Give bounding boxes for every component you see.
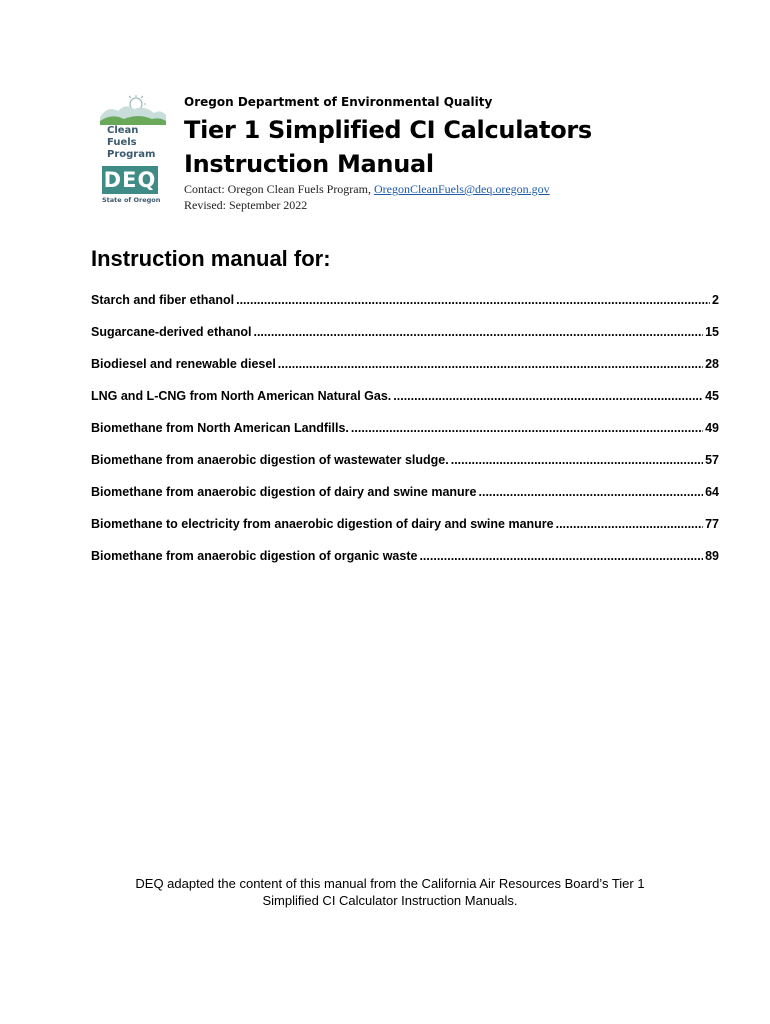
- revised-date: Revised: September 2022: [184, 198, 308, 212]
- adaptation-note: [90, 875, 690, 909]
- logo-program-name: [107, 125, 155, 161]
- toc-entry[interactable]: [91, 421, 719, 453]
- title-line-1: Tier 1 Simplified CI Calculators: [184, 116, 592, 144]
- toc-entry-label: Biomethane from North American Landfills.: [91, 421, 349, 435]
- toc-dot-leader: [236, 293, 710, 307]
- toc-entry[interactable]: [91, 453, 719, 485]
- toc-dot-leader: [451, 453, 703, 467]
- toc-page-number: 89: [705, 549, 719, 563]
- contact-email-link[interactable]: OregonCleanFuels@deq.oregon.gov: [373, 182, 550, 196]
- logo-state-label: State of Oregon: [102, 196, 161, 204]
- toc-dot-leader: [479, 485, 704, 499]
- logo-line-clean: Clean: [107, 125, 139, 136]
- logo-deq-badge: DEQ: [103, 168, 157, 192]
- toc-dot-leader: [393, 389, 703, 403]
- toc-dot-leader: [556, 517, 703, 531]
- toc-entry[interactable]: [91, 357, 719, 389]
- toc-page-number: 57: [705, 453, 719, 467]
- toc-dot-leader: [419, 549, 703, 563]
- landscape-icon: [98, 95, 168, 125]
- toc-page-number: 28: [705, 357, 719, 371]
- table-of-contents: [91, 293, 719, 581]
- toc-page-number: 64: [705, 485, 719, 499]
- logo-line-program: Program: [107, 149, 156, 160]
- toc-page-number: 45: [705, 389, 719, 403]
- adaptation-note-line-2: Simplified CI Calculator Instruction Manuals.: [262, 893, 518, 908]
- toc-entry-label: LNG and L-CNG from North American Natural Gas.: [91, 389, 392, 403]
- toc-entry-label: Biomethane from anaerobic digestion of organic waste: [91, 549, 418, 563]
- adaptation-note-line-1: DEQ adapted the content of this manual from the California Air Resources Board’s Tier 1: [135, 876, 645, 891]
- toc-dot-leader: [351, 421, 703, 435]
- toc-entry[interactable]: [91, 549, 719, 581]
- document-title: [184, 113, 592, 181]
- toc-entry[interactable]: [91, 325, 719, 357]
- toc-dot-leader: [278, 357, 703, 371]
- contact-line: [184, 181, 550, 197]
- agency-name: Oregon Department of Environmental Quality: [184, 95, 493, 109]
- section-heading: Instruction manual for:: [91, 246, 331, 271]
- toc-entry-label: Starch and fiber ethanol: [91, 293, 235, 307]
- toc-entry-label: Biomethane from anaerobic digestion of wastewater sludge.: [91, 453, 449, 467]
- toc-page-number: 2: [712, 293, 719, 307]
- toc-entry-label: Sugarcane-derived ethanol: [91, 325, 252, 339]
- toc-entry[interactable]: [91, 293, 719, 325]
- logo-line-fuels: Fuels: [107, 137, 137, 148]
- deq-clean-fuels-logo: [98, 95, 168, 207]
- contact-prefix: Contact: Oregon Clean Fuels Program,: [184, 182, 374, 196]
- toc-page-number: 15: [705, 325, 719, 339]
- toc-entry[interactable]: [91, 485, 719, 517]
- toc-dot-leader: [253, 325, 703, 339]
- toc-entry-label: Biomethane from anaerobic digestion of dairy and swine manure: [91, 485, 477, 499]
- title-line-2: Instruction Manual: [184, 150, 434, 178]
- toc-entry[interactable]: [91, 389, 719, 421]
- contact-block: [184, 181, 550, 213]
- toc-entry-label: Biodiesel and renewable diesel: [91, 357, 276, 371]
- toc-page-number: 77: [705, 517, 719, 531]
- toc-entry-label: Biomethane to electricity from anaerobic digestion of dairy and swine manure: [91, 517, 554, 531]
- toc-page-number: 49: [705, 421, 719, 435]
- toc-entry[interactable]: [91, 517, 719, 549]
